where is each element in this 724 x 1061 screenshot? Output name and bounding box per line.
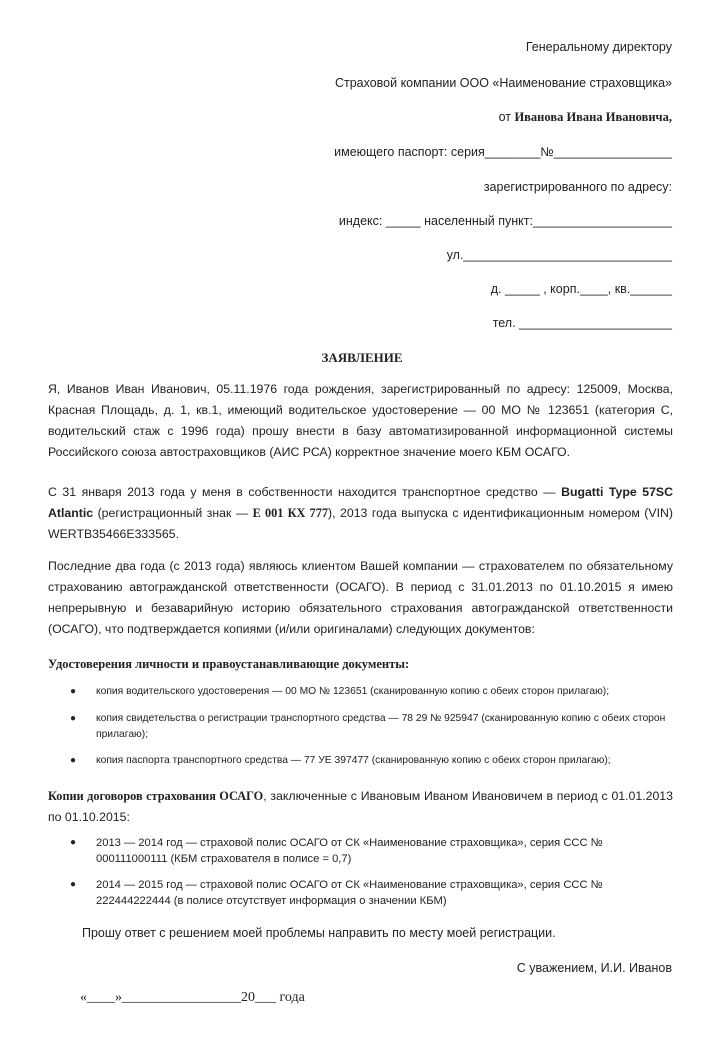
list-item	[72, 877, 676, 909]
vehicle-name: Bugatti Type 57SC Atlantic	[48, 485, 673, 520]
phone-line: тел. ______________________	[492, 316, 672, 330]
list-item-text: копия водительского удостоверения — 00 МО № 123651 (сканированную копию с обеих сторон прилагаю);	[96, 686, 610, 697]
addressee-company: Страховой компании ООО «Наименование страховщика»	[334, 76, 672, 90]
section-policies-rest: , заключенные с Ивановым Иваном Ивановичем в период с 01.01.2013 по 01.10.2015:	[48, 789, 673, 824]
date-line: «____»_________________20___ года	[80, 990, 305, 1005]
house-line: д. _____ , корп.____, кв.______	[490, 282, 672, 296]
section-documents-title: Удостоверения личности и правоустанавливающие документы:	[48, 657, 410, 671]
request-text: Прошу ответ с решением моей проблемы направить по месту моей регистрации.	[82, 926, 556, 940]
bullet-icon: ●	[70, 837, 77, 848]
registered-label: зарегистрированного по адресу:	[483, 180, 672, 194]
section-policies-bold: Копии договоров страхования ОСАГО	[48, 789, 264, 803]
list-item	[72, 835, 676, 867]
bullet-icon: ●	[70, 755, 77, 766]
list-item	[72, 684, 676, 700]
street-line: ул.______________________________	[446, 248, 672, 262]
document-title: ЗАЯВЛЕНИЕ	[321, 350, 403, 365]
bullet-icon: ●	[70, 879, 77, 890]
list-item-text: копия паспорта транспортного средства — 77 УЕ 397477 (сканированную копию с обеих сторон прилагаю);	[96, 755, 611, 766]
vehicle-plate: Е 001 КХ 777	[252, 506, 329, 520]
list-item-text: 2014 — 2015 год — страховой полис ОСАГО от СК «Наименование страховщика», серия ССС № 222444222444 (в полисе отсутствует информация о значении КБМ)	[96, 879, 603, 907]
paragraph-vehicle	[48, 482, 673, 545]
sender-name: Иванова Ивана Ивановича,	[514, 110, 672, 124]
index-line: индекс: _____ населенный пункт:____________________	[338, 214, 672, 228]
passport-line: имеющего паспорт: серия________№_________________	[334, 145, 672, 159]
section-policies-title	[48, 786, 673, 828]
list-item-text: копия свидетельства о регистрации транспортного средства — 78 29 № 925947 (сканированную копию с обеих сторон прилагаю);	[96, 713, 666, 740]
sender-line	[499, 110, 672, 125]
addressee-title: Генеральному директору	[525, 40, 672, 54]
paragraph-history: Последние два года (с 2013 года) являюсь клиентом Вашей компании — страхователем по обязательному страхованию автогражданской ответственности (ОСАГО). В период с 31.01.2013 по 01.10.2015 я имею непрерывную и безаварийную историю обязательного страхования автогражданской ответственности (ОСАГО), что подтверждается копиями (и/или оригиналами) следующих документов:	[48, 559, 673, 636]
vehicle-text-2: (регистрационный знак —	[93, 506, 253, 520]
signature: С уважением, И.И. Иванов	[516, 961, 672, 975]
vehicle-text-1: С 31 января 2013 года у меня в собственности находится транспортное средство —	[48, 485, 562, 499]
list-item	[72, 753, 676, 769]
bullet-icon: ●	[70, 686, 77, 697]
sender-prefix: от	[498, 110, 515, 124]
list-item	[72, 711, 676, 743]
paragraph-applicant: Я, Иванов Иван Иванович, 05.11.1976 года рождения, зарегистрированный по адресу: 125009, Москва, Красная Площадь, д. 1, кв.1, имеющий водительское удостоверение — 00 МО № 123651 (категория С, водительский стаж с 1996 года) прошу внести в базу автоматизированной информационной системы Российского союза автостраховщиков (АИС РСА) корректное значение моего КБМ ОСАГО.	[48, 382, 673, 459]
list-item-text: 2013 — 2014 год — страховой полис ОСАГО от СК «Наименование страховщика», серия ССС № 000111000111 (КБМ страхователя в полисе = 0,7)	[96, 837, 603, 865]
vehicle-text-3: ), 2013 года выпуска с идентификационным номером (VIN) WERTB35466E333565.	[48, 506, 673, 541]
bullet-icon: ●	[70, 713, 77, 724]
